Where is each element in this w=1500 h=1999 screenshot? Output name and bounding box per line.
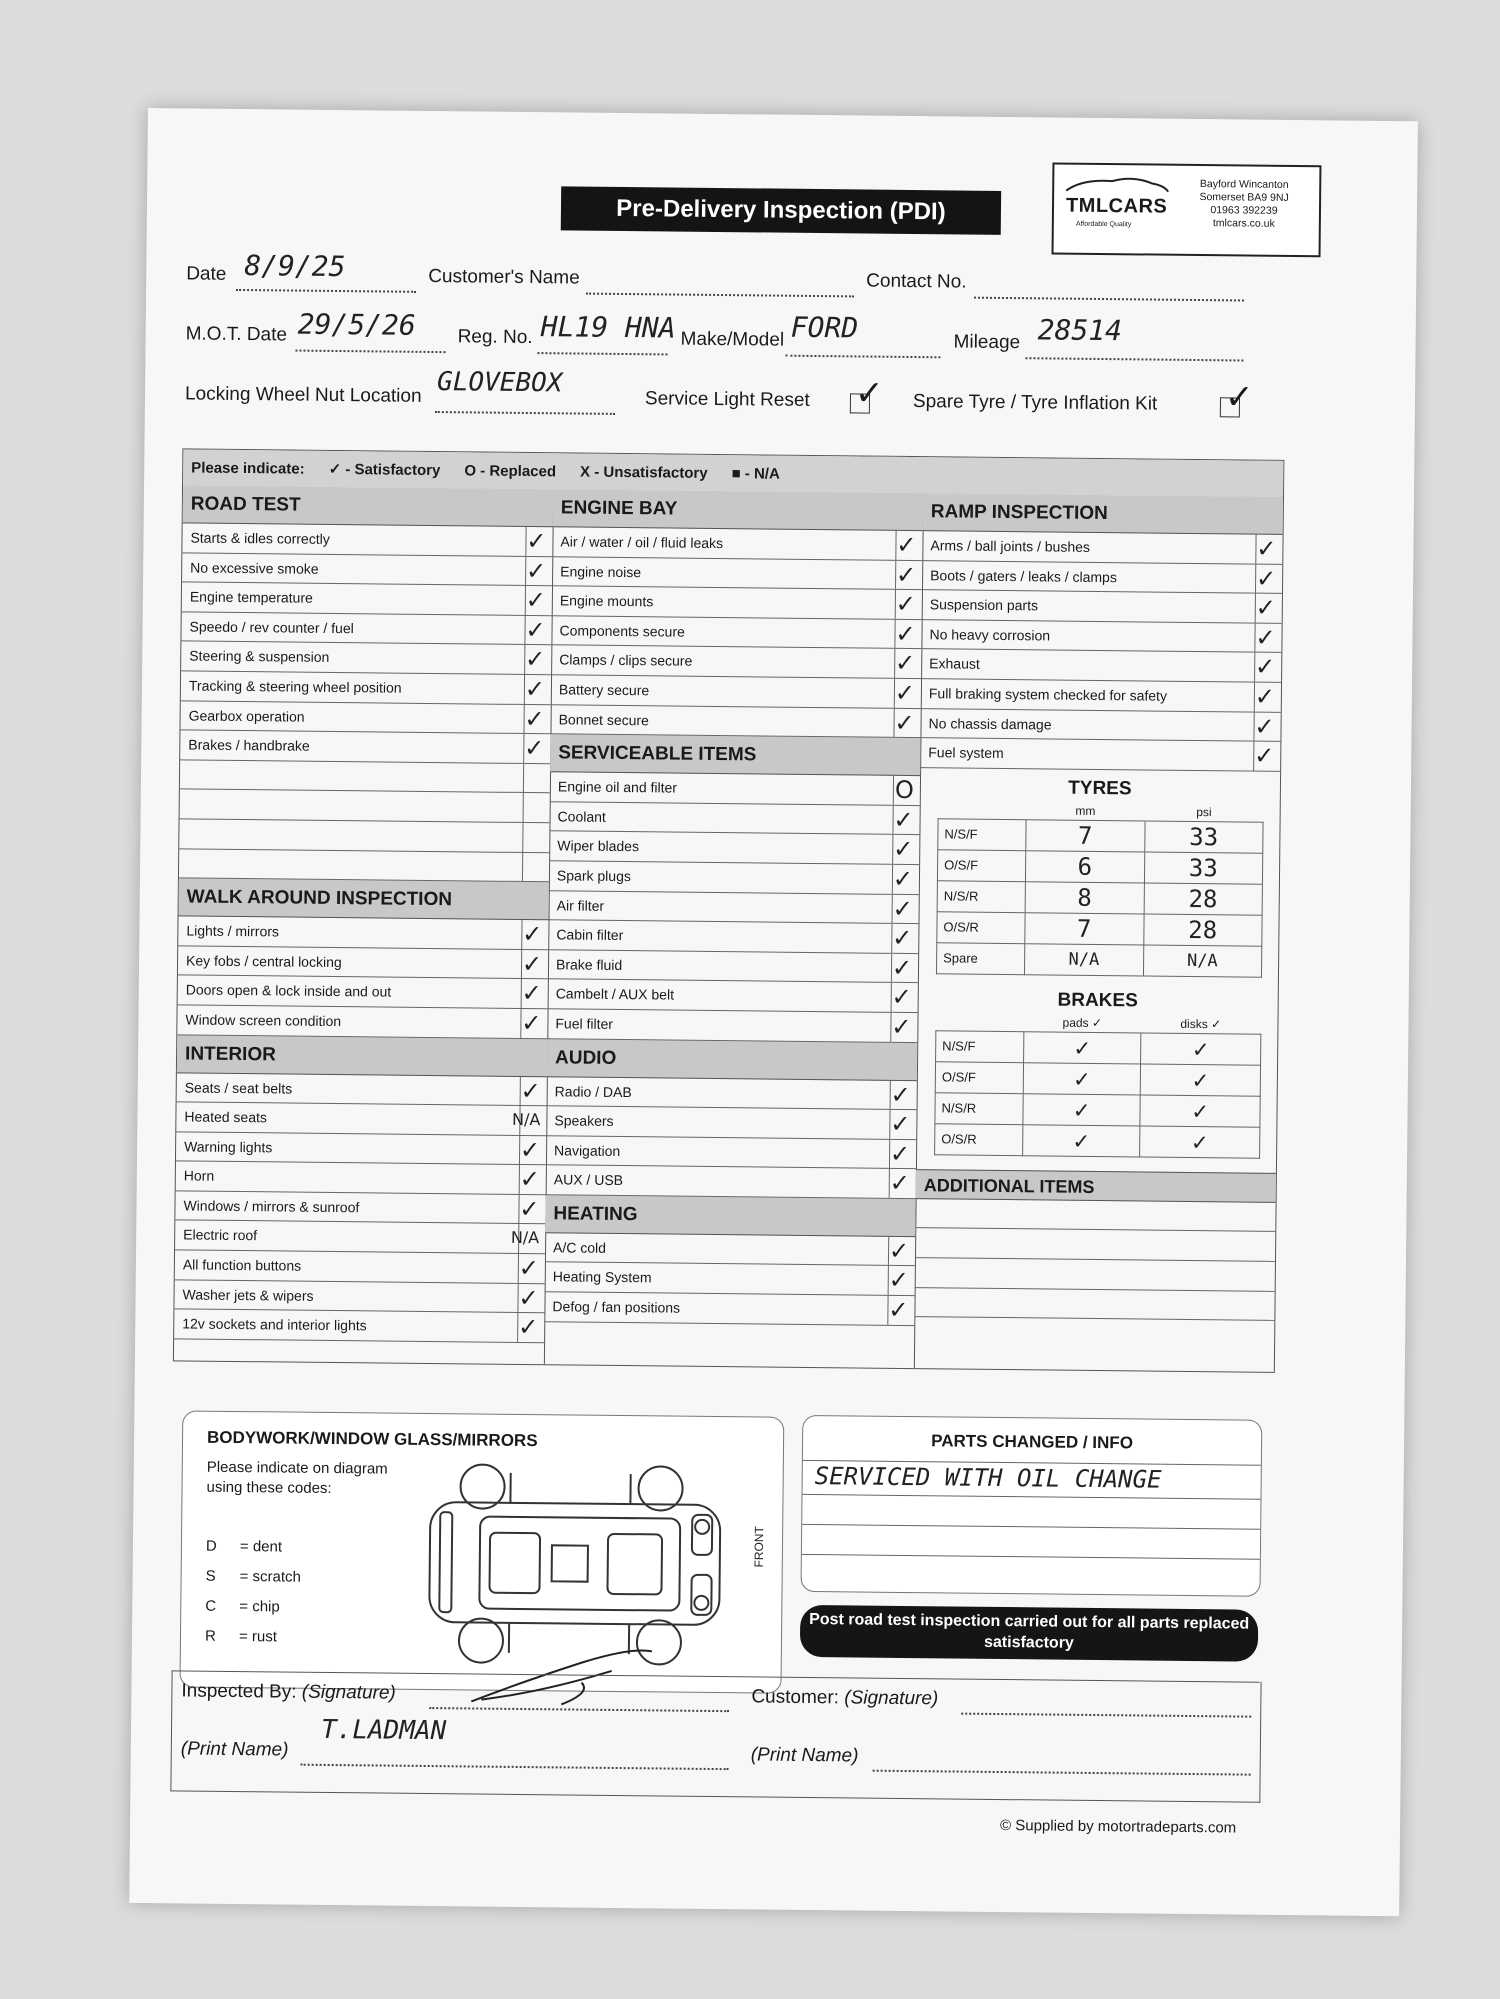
checklist-mark: ✓ [524,674,546,704]
additional-items-lines[interactable] [914,1199,1275,1321]
checklist-mark: ✓ [888,1266,909,1295]
checklist-mark: ✓ [519,1135,541,1164]
checklist-mark: ✓ [1255,593,1276,623]
checklist-item-label: 12v sockets and interior lights [182,1315,367,1334]
legend-prefix: Please indicate: [191,458,305,478]
checklist-row [182,583,552,616]
table-cell-pads[interactable]: ✓ [1023,1062,1140,1094]
service-light-label: Service Light Reset [644,388,810,411]
checklist-item-label: Suspension parts [929,596,1039,614]
table-cell-pads[interactable]: ✓ [1023,1124,1140,1156]
checklist-mark: ✓ [889,1169,910,1198]
checklist-mark: ✓ [526,526,547,556]
footer-credit: © Supplied by motortradeparts.com [999,1817,1237,1837]
checklist-item-label: No chassis damage [928,714,1052,733]
checklist-item-label: Lights / mirrors [186,922,280,940]
checklist-mark: ✓ [894,708,915,737]
wheel-position: O/S/R [935,1124,1023,1156]
tyres-table [936,800,1264,977]
table-cell-disks[interactable]: ✓ [1140,1033,1261,1065]
checklist-row [549,861,919,894]
mileage-label: Mileage [953,331,1021,354]
checklist-row [548,980,918,1013]
brakes-col-disks: disks ✓ [1180,1016,1222,1032]
checklist-mark: N/A [512,1109,541,1130]
checklist-item-label: Speedo / rev counter / fuel [189,618,354,636]
checklist-row [181,612,551,645]
checklist-mark: ✓ [1254,741,1275,770]
checklist-item-label: Radio / DAB [554,1082,632,1100]
table-row [935,1062,1260,1096]
road-test-list [179,523,553,882]
checklist-item-label: Coolant [557,808,606,825]
table-row [935,1093,1260,1127]
checklist-item-label: Key fobs / central locking [185,952,342,970]
checklist-mark: ✓ [524,704,545,733]
checklist-item-label: Battery secure [558,681,650,699]
checklist-row [547,1009,917,1042]
checklist-item-label: Fuel system [928,744,1004,762]
inspection-form-paper [129,108,1418,1916]
checklist-mark: ✓ [891,1012,912,1041]
spare-tyre-label: Spare Tyre / Tyre Inflation Kit [912,391,1158,415]
checklist-mark: ✓ [525,615,546,644]
checklist-item-label: Full braking system checked for safety [928,685,1168,704]
table-cell-psi[interactable]: 33 [1144,821,1263,853]
checklist-mark: ✓ [520,1076,541,1105]
wheel-position: O/S/F [937,850,1025,882]
checklist-mark: ✓ [893,835,914,864]
checklist-mark: ✓ [888,1295,909,1325]
bodywork-codes: D = dent S = scratch C = chip R = rust [204,1537,301,1646]
checklist-row [549,891,919,924]
checklist-row [921,650,1281,683]
engine-bay-heading: ENGINE BAY [553,489,923,531]
checklist-row [178,946,548,979]
road-test-heading: ROAD TEST [183,485,553,527]
checklist-mark: ✓ [891,983,912,1012]
table-cell-pads[interactable]: ✓ [1024,1031,1141,1063]
logo-tagline: Affordable Quality [1075,220,1132,229]
checklist-mark: ✓ [896,530,917,560]
checklist-item-label: Cabin filter [556,926,624,944]
serviceable-list [547,772,920,1042]
checklist-row [182,523,552,556]
checklist-item-label: Air filter [556,896,605,914]
checklist-mark: ✓ [1255,564,1277,593]
checklist-item-label: Heating System [552,1268,652,1286]
checklist-item-label: Engine noise [560,562,642,580]
checklist-item-label: Bonnet secure [558,710,650,728]
checklist-mark: ✓ [524,734,545,763]
service-light-mark: ✓ [854,374,884,413]
checklist-item-label: A/C cold [553,1239,607,1256]
table-cell-mm[interactable]: 6 [1025,850,1144,882]
contact-field[interactable] [974,277,1244,302]
checklist-row [180,731,550,764]
checklist-row [549,832,919,865]
table-cell-mm[interactable]: 8 [1025,881,1144,913]
checklist-row [177,1005,547,1038]
wheel-position: O/S/R [937,912,1025,944]
checklist-mark: ✓ [895,560,917,589]
table-row [937,850,1262,884]
wheel-position: N/S/R [937,881,1025,913]
parts-changed-title: PARTS CHANGED / INFO [931,1431,1134,1453]
checklist-checkbox[interactable] [523,764,550,793]
checklist-mark: N/A [510,1228,540,1248]
make-model-label: Make/Model [680,328,785,351]
checklist-item-label: Fuel filter [555,1015,614,1032]
checklist-mark: ✓ [892,923,913,953]
wheel-position: Spare [936,943,1024,975]
checklist-mark: ✓ [889,1139,911,1168]
mileage-value: 28514 [1037,313,1123,348]
checklist-item-label: Warning lights [184,1138,273,1156]
table-cell-psi[interactable]: 33 [1144,852,1263,884]
table-cell-mm[interactable]: 7 [1025,912,1144,944]
locking-nut-label: Locking Wheel Nut Location [184,383,422,407]
form-title: Pre-Delivery Inspection (PDI) [561,186,1001,235]
checklist-row [546,1106,916,1139]
checklist-row [174,1280,544,1313]
checklist-item-label: Defog / fan positions [552,1298,681,1316]
checklist-item-label: Speakers [554,1112,614,1130]
checklist-item-label: Exhaust [929,655,980,673]
wheel-position: N/S/F [936,1031,1024,1063]
checklist-row [551,646,921,679]
engine-bay-list [550,527,922,738]
inspector-print-value: T.LADMAN [320,1714,447,1747]
checklist-row [180,701,550,734]
checklist-item-label: Window screen condition [185,1011,342,1029]
table-row [935,1124,1260,1158]
checklist-mark: ✓ [518,1283,539,1312]
customer-signature-label: Customer: (Signature) [751,1686,939,1710]
checklist-row [922,531,1282,564]
checklist-row [176,1162,546,1195]
checklist-row [174,1310,544,1343]
checklist-mark: O [894,776,915,805]
checklist-mark: ✓ [891,953,913,982]
checklist-item-label: AUX / USB [553,1171,624,1189]
checklist-item-label: Horn [183,1167,215,1185]
checklist-row [550,705,920,738]
legend-na: ■ - N/A [731,464,780,483]
table-cell-psi[interactable]: 28 [1144,883,1263,915]
front-label: FRONT [751,1526,767,1568]
legend-unsatisfactory: X - Unsatisfactory [580,463,708,482]
contact-label: Contact No. [866,270,967,293]
walk-around-list [177,916,548,1038]
checklist-row [175,1221,545,1254]
logo-brand: TMLCARS [1065,194,1168,218]
parts-changed-box [800,1415,1262,1597]
checklist-row [922,561,1282,594]
checklist-mark: ✓ [890,1080,911,1109]
checklist-item-label: Boots / gaters / leaks / clamps [930,566,1117,585]
checklist-item-label: Steering & suspension [189,647,330,666]
legend-satisfactory: ✓ - Satisfactory [328,460,441,480]
heating-heading: HEATING [545,1195,915,1237]
checklist-mark: ✓ [892,864,914,893]
checklist-row [179,849,549,882]
checklist-row [549,802,919,835]
checklist-item-label: Arms / ball joints / bushes [930,537,1091,555]
checklist-item-label: Components secure [559,622,685,640]
signature-area [170,1670,1261,1802]
checklist-row [546,1166,916,1199]
spare-tyre-mark: ✓ [1224,378,1254,417]
checklist-item-label: Electric roof [183,1226,258,1244]
checklist-item-label: Cambelt / AUX belt [555,985,675,1003]
inspector-print-label: (Print Name) [180,1738,289,1761]
bodywork-instructions: Please indicate on diagram using these codes: [206,1458,388,1497]
checklist-mark: ✓ [521,949,543,978]
table-row [937,912,1262,946]
checklist-mark: ✓ [519,1165,540,1194]
customer-name-label: Customer's Name [428,265,580,289]
checklist-mark: ✓ [525,586,547,615]
checklist-row [551,616,921,649]
walk-around-heading: WALK AROUND INSPECTION [179,878,549,920]
checklist-row [552,557,922,590]
checklist-item-label: Gearbox operation [188,707,305,725]
checklist-mark: ✓ [521,979,542,1008]
make-model-value: FORD [790,310,859,345]
checklist-item-label: Engine mounts [559,592,654,610]
checklist-mark: ✓ [517,1313,539,1342]
checklist-row [552,527,922,560]
checklist-row [547,1077,917,1110]
mot-date-value: 29/5/26 [297,307,416,342]
column-middle [544,489,924,1368]
checklist-row [182,553,552,586]
checklist-mark: ✓ [1256,534,1277,563]
checklist-mark: ✓ [1254,712,1275,741]
checklist-mark: ✓ [1255,623,1276,652]
checklist-row [552,586,922,619]
checklist-item-label: Starts & idles correctly [190,529,330,547]
checklist-row [551,675,921,708]
checklist-row [180,760,550,793]
checklist-row [175,1250,545,1283]
wheel-position: O/S/F [935,1062,1023,1094]
additional-items-heading: ADDITIONAL ITEMS [916,1169,1276,1203]
audio-list [546,1077,917,1199]
checklist-item-label: Brakes / handbrake [188,736,310,754]
checklist-mark: ✓ [1254,682,1276,711]
checklist-row [177,1073,547,1106]
checklist-item-label: Engine oil and filter [557,778,678,796]
checklist-item-label: No excessive smoke [190,559,319,577]
checklist-item-label: Air / water / oil / fluid leaks [560,533,724,552]
checklist-checkbox[interactable] [523,793,550,822]
checklist-checkbox[interactable] [522,823,549,852]
checklist-mark: ✓ [888,1236,910,1265]
table-cell-mm[interactable]: 7 [1026,819,1145,851]
checklist-mark: ✓ [893,805,914,834]
checklist-item-label: Engine temperature [189,588,313,606]
reg-label: Reg. No. [457,326,533,349]
bodywork-title: BODYWORK/WINDOW GLASS/MIRRORS [206,1427,538,1451]
locking-nut-value: GLOVEBOX [436,367,563,399]
checklist-row [176,1102,546,1135]
table-row [937,881,1262,915]
checklist-item-label: Tracking & steering wheel position [188,677,402,696]
checklist-item-label: Doors open & lock inside and out [185,981,392,1000]
checklist-row [550,772,920,805]
checklist-mark: ✓ [894,649,916,678]
table-row [938,819,1263,853]
checklist-item-label: Wiper blades [557,837,640,855]
legend-replaced: O - Replaced [464,461,557,480]
checklist-row [175,1191,545,1224]
checklist-item-label: Heated seats [184,1108,268,1126]
post-road-test-banner: Post road test inspection carried out for all parts replaced satisfactory [800,1605,1259,1662]
checklist-row [178,976,548,1009]
checklist-row [181,642,551,675]
checklist-checkbox[interactable] [522,852,549,881]
checklist-mark: ✓ [895,590,916,619]
checklist-mark: ✓ [894,678,916,708]
table-cell-pads[interactable]: ✓ [1023,1093,1140,1125]
serviceable-heading: SERVICEABLE ITEMS [550,734,920,776]
checklist-row [920,709,1280,742]
dealer-logo [1052,162,1322,257]
checklist-mark: ✓ [518,1254,540,1283]
checklist-item-label: Spark plugs [556,867,632,885]
checklist-mark: ✓ [525,556,547,585]
wheel-position: N/S/F [938,819,1026,851]
wheel-position: N/S/R [935,1093,1023,1125]
date-value: 8/9/25 [244,249,346,284]
checklist-row [180,790,550,823]
checklist-mark: ✓ [892,894,913,923]
checklist-row [176,1132,546,1165]
logo-address: Bayford Wincanton Somerset BA9 9NJ 01963 392239 tmlcars.co.uk [1199,178,1289,230]
customer-print-label: (Print Name) [750,1744,859,1767]
parts-changed-entry[interactable]: SERVICED WITH OIL CHANGE [814,1462,1162,1494]
inspection-grid [173,448,1285,1372]
checklist-row [921,620,1281,653]
checklist-mark: ✓ [521,1008,542,1038]
checklist-row [178,916,548,949]
checklist-item-label: Navigation [554,1141,621,1159]
customer-name-field[interactable] [586,273,854,298]
tyres-heading: TYRES [1068,777,1132,800]
checklist-row [546,1136,916,1169]
checklist-mark: ✓ [519,1194,540,1224]
table-row [936,943,1261,977]
ramp-heading: RAMP INSPECTION [923,493,1283,535]
checklist-item-label: Clamps / clips secure [559,651,693,670]
brakes-table [934,1012,1261,1158]
column-right [914,493,1283,1372]
tyres-col-mm: mm [1075,803,1096,818]
checklist-item-label: All function buttons [182,1256,302,1274]
checklist-row [181,671,551,704]
table-cell-disks[interactable]: ✓ [1140,1064,1261,1096]
table-cell-disks[interactable]: ✓ [1139,1126,1260,1158]
audio-heading: AUDIO [547,1039,917,1081]
checklist-mark: ✓ [895,619,916,648]
reg-value: HL19 HNA [540,310,676,345]
interior-list [174,1073,547,1343]
brakes-col-pads: pads ✓ [1062,1015,1103,1030]
checklist-item-label: Seats / seat belts [184,1078,293,1097]
checklist-row [922,590,1282,623]
checklist-row [921,679,1281,712]
checklist-row [548,920,918,953]
checklist-row [548,950,918,983]
checklist-item-label: Washer jets & wipers [182,1286,314,1304]
checklist-row [545,1263,915,1296]
checklist-mark: ✓ [524,645,546,674]
table-cell-psi[interactable]: 28 [1143,914,1262,946]
table-row [936,1031,1261,1065]
tyres-col-psi: psi [1196,804,1212,819]
checklist-item-label: No heavy corrosion [929,625,1051,644]
ramp-list [920,531,1282,772]
checklist-item-label: Brake fluid [555,956,623,973]
heating-list [544,1233,915,1326]
checklist-item-label: Windows / mirrors & sunroof [183,1197,360,1216]
mot-date-label: M.O.T. Date [185,323,288,346]
table-cell-psi[interactable]: N/A [1143,945,1262,977]
table-cell-mm[interactable]: N/A [1024,943,1143,975]
checklist-mark: ✓ [522,920,543,949]
brakes-heading: BRAKES [1057,989,1138,1012]
checklist-row [544,1292,914,1325]
table-cell-disks[interactable]: ✓ [1140,1095,1261,1127]
checklist-mark: ✓ [890,1109,911,1139]
checklist-row [545,1233,915,1266]
inspected-by-label: Inspected By: (Signature) [181,1680,396,1704]
checklist-mark: ✓ [1254,652,1276,682]
date-label: Date [186,263,227,285]
interior-heading: INTERIOR [177,1035,547,1077]
column-left [174,485,554,1364]
checklist-row [179,819,549,852]
checklist-row [920,738,1280,771]
